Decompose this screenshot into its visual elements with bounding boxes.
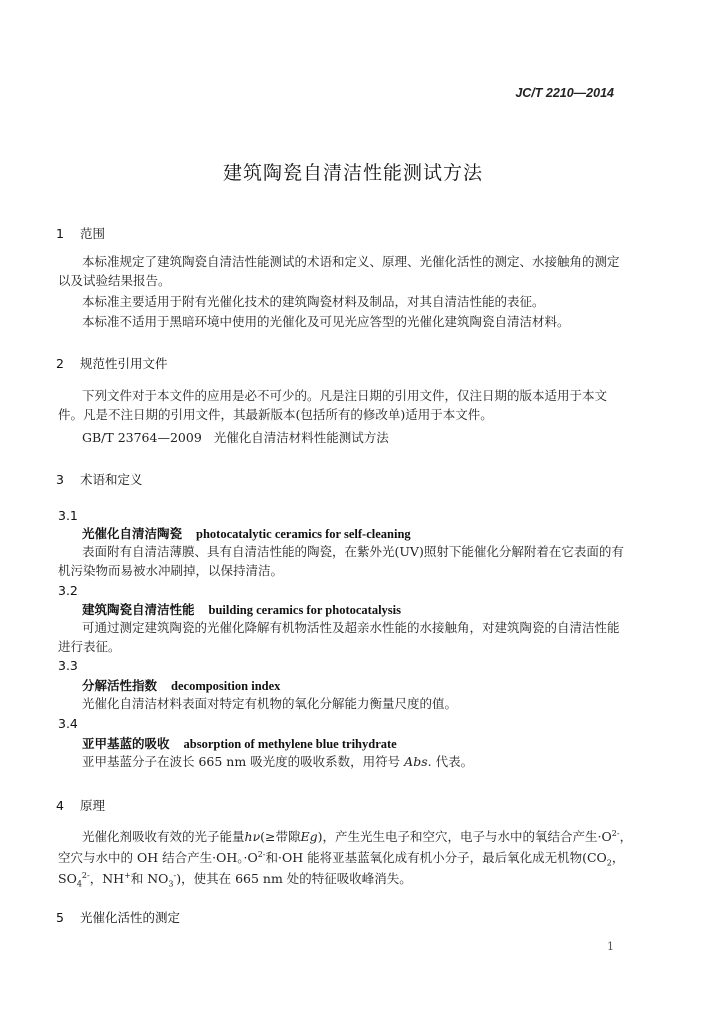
subscript: 2 bbox=[606, 858, 612, 868]
superscript: 2- bbox=[611, 828, 620, 838]
section-2-paragraph-1: 下列文件对于本文件的应用是必不可少的。凡是注日期的引用文件，仅注日期的版本适用于本文件。凡是不注日期的引用文件，其最新版本(包括所有的修改单)适用于本文件。 bbox=[58, 388, 608, 422]
section-number: 1 bbox=[56, 226, 64, 241]
principle-line-2 bbox=[58, 847, 624, 868]
term-3-3-heading bbox=[82, 676, 280, 694]
principle-line-3 bbox=[58, 868, 624, 889]
text: 和·OH 能将亚基蓝氧化成有机小分子，最后氧化成无机物(CO bbox=[265, 850, 607, 865]
subscript: 3 bbox=[168, 879, 174, 889]
section-title: 光催化活性的测定 bbox=[80, 910, 181, 925]
section-5-heading bbox=[56, 908, 180, 926]
section-number: 4 bbox=[56, 798, 64, 813]
section-1-paragraph-1: 本标准规定了建筑陶瓷自清洁性能测试的术语和定义、原理、光催化活性的测定、水接触角的测定以及试验结果报告。 bbox=[58, 254, 620, 288]
term-zh: 分解活性指数 bbox=[82, 678, 158, 693]
term-3-2-definition: 可通过测定建筑陶瓷的光催化降解有机物活性及超亲水性能的水接触角，对建筑陶瓷的自清洁性能进行表征。 bbox=[58, 620, 620, 654]
term-zh: 亚甲基蓝的吸收 bbox=[82, 736, 170, 751]
text: (≥带隙 bbox=[260, 829, 301, 844]
section-4-heading bbox=[56, 796, 105, 814]
reference-code: GB/T 23764—2009 bbox=[82, 430, 202, 445]
term-3-2-number: 3.2 bbox=[58, 583, 78, 598]
text: )，使其在 665 nm 处的特征吸收峰消失。 bbox=[176, 871, 412, 886]
section-3-heading bbox=[56, 470, 143, 488]
text: ，NH bbox=[89, 871, 125, 886]
symbol: Abs. bbox=[404, 754, 432, 769]
page-number: 1 bbox=[607, 940, 614, 953]
text: )，产生光生电子和空穴，电子与水中的氧结合产生·O bbox=[317, 829, 612, 844]
term-3-3-number: 3.3 bbox=[58, 658, 78, 673]
symbol-eg: Eg bbox=[300, 829, 318, 844]
document-title: 建筑陶瓷自清洁性能测试方法 bbox=[222, 162, 483, 184]
term-3-4-heading bbox=[82, 734, 397, 752]
section-title: 术语和定义 bbox=[80, 472, 143, 487]
subscript: 4 bbox=[76, 879, 82, 889]
text: 和 NO bbox=[130, 871, 169, 886]
section-1-paragraph-2: 本标准主要适用于附有光催化技术的建筑陶瓷材料及制品，对其自清洁性能的表征。 bbox=[82, 294, 545, 309]
text: 光催化剂吸收有效的光子能量 bbox=[82, 829, 245, 844]
section-4-paragraph bbox=[58, 826, 633, 889]
term-3-1-number: 3.1 bbox=[58, 508, 78, 523]
section-title: 范围 bbox=[80, 226, 106, 241]
text: ， bbox=[619, 829, 633, 844]
text: ， bbox=[611, 850, 625, 865]
section-1-heading bbox=[56, 224, 105, 242]
section-title: 规范性引用文件 bbox=[80, 356, 168, 371]
text: 空穴与水中的 OH 结合产生·OH。·O bbox=[58, 850, 258, 865]
section-number: 2 bbox=[56, 356, 64, 371]
term-en: photocatalytic ceramics for self-cleaning bbox=[196, 527, 411, 541]
definition-text: 代表。 bbox=[435, 754, 474, 769]
term-3-1-definition: 表面附有自清洁薄膜、具有自清洁性能的陶瓷，在紫外光(UV)照射下能催化分解附着在它表面的有机污染物而易被水冲刷掉，以保持清洁。 bbox=[58, 544, 624, 578]
term-3-1-heading bbox=[82, 524, 411, 542]
superscript: 2- bbox=[81, 870, 90, 880]
term-en: building ceramics for photocatalysis bbox=[208, 603, 401, 617]
principle-line-1 bbox=[58, 826, 633, 847]
superscript: - bbox=[173, 870, 177, 880]
term-zh: 光催化自清洁陶瓷 bbox=[82, 526, 183, 541]
term-en: decomposition index bbox=[171, 679, 281, 693]
symbol-hv: hν bbox=[244, 829, 261, 844]
section-2-heading bbox=[56, 354, 168, 372]
term-3-4-number: 3.4 bbox=[58, 716, 78, 731]
text: SO bbox=[58, 871, 77, 886]
definition-text: 亚甲基蓝分子在波长 665 nm 吸光度的吸收系数，用符号 bbox=[82, 754, 401, 769]
section-1-paragraph-3: 本标准不适用于黑暗环境中使用的光催化及可见光应答型的光催化建筑陶瓷自清洁材料。 bbox=[82, 314, 570, 329]
superscript: 2- bbox=[257, 849, 266, 859]
section-number: 5 bbox=[56, 910, 64, 925]
reference-title: 光催化自清洁材料性能测试方法 bbox=[213, 430, 389, 445]
term-3-2-heading bbox=[82, 600, 401, 618]
section-title: 原理 bbox=[80, 798, 106, 813]
term-zh: 建筑陶瓷自清洁性能 bbox=[82, 602, 195, 617]
section-number: 3 bbox=[56, 472, 64, 487]
superscript: + bbox=[124, 870, 131, 880]
term-3-4-definition bbox=[58, 752, 624, 771]
term-3-3-definition: 光催化自清洁材料表面对特定有机物的氧化分解能力衡量尺度的值。 bbox=[82, 696, 458, 711]
standard-code: JC/T 2210—2014 bbox=[515, 86, 614, 100]
normative-reference bbox=[82, 428, 389, 446]
term-en: absorption of methylene blue trihydrate bbox=[183, 737, 397, 751]
